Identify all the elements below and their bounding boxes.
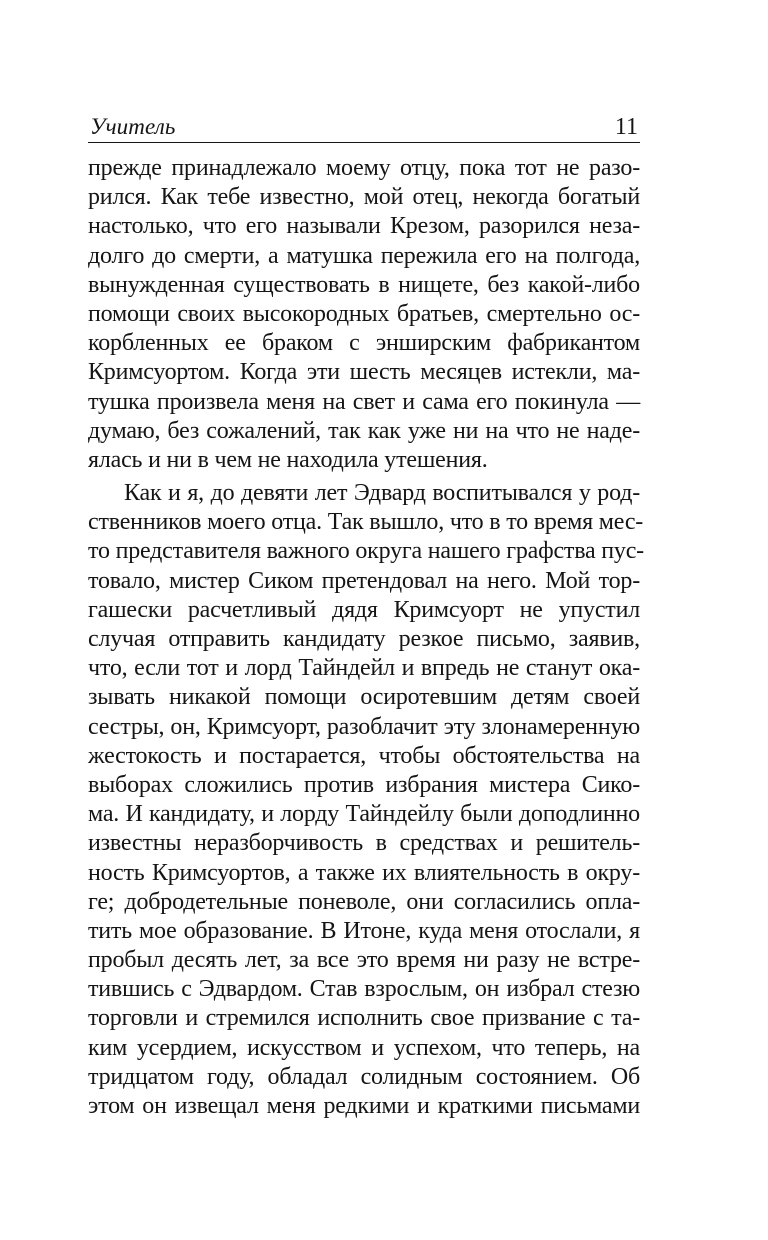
text-line: ялась и ни в чем не находила утешения.	[88, 446, 488, 473]
text-line: Как и я, до девяти лет Эдвард воспитывался у род-	[124, 480, 640, 507]
text-line: корбленных ее браком с энширским фабрикантом	[88, 330, 640, 357]
text-line: ность Кримсуортов, а также их влиятельность в окру-	[88, 859, 640, 886]
body-text	[88, 154, 644, 1121]
text-line: думаю, без сожалений, так как уже ни на что не наде-	[88, 417, 640, 444]
text-line: сестры, он, Кримсуорт, разоблачит эту злонамеренную	[88, 713, 640, 740]
text-line: гашески расчетливый дядя Кримсуорт не упустил	[88, 596, 640, 623]
text-line: этом он извещал меня редкими и краткими письмами	[88, 1093, 640, 1119]
text-line: известны неразборчивость в средствах и решитель-	[88, 830, 640, 857]
text-line: прежде принадлежало моему отцу, пока тот не разо-	[88, 155, 640, 181]
text-line: тить мое образование. В Итоне, куда меня отослали, я	[88, 917, 640, 944]
text-line: товало, мистер Сиком претендовал на него. Мой тор-	[88, 567, 640, 594]
paragraph-2	[88, 479, 644, 1121]
text-line: выборах сложились против избрания мистера Сико-	[88, 771, 640, 798]
text-line: ственников моего отца. Так вышло, что в то время мес-	[88, 509, 644, 536]
text-line: ма. И кандидату, и лорду Тайндейлу были доподлинно	[88, 801, 640, 828]
text-line: пробыл десять лет, за все это время ни разу не встре-	[88, 947, 640, 974]
paragraph-1	[88, 154, 640, 475]
text-line: рился. Как тебе известно, мой отец, некогда богатый	[88, 184, 640, 211]
book-page	[88, 112, 644, 1121]
text-line: что, если тот и лорд Тайндейл и впредь не станут ока-	[88, 655, 640, 682]
text-line: то представителя важного округа нашего графства пус-	[88, 538, 644, 565]
text-line: ге; добродетельные поневоле, они согласились опла-	[88, 888, 640, 915]
text-line: тридцатом году, обладал солидным состоянием. Об	[88, 1063, 640, 1090]
text-line: тушка произвела меня на свет и сама его покинула —	[88, 388, 640, 415]
running-title: Учитель	[90, 114, 176, 139]
text-line: случая отправить кандидату резкое письмо, заявив,	[88, 626, 640, 652]
text-line: Кримсуортом. Когда эти шесть месяцев истекли, ма-	[88, 359, 640, 386]
text-line: тившись с Эдвардом. Став взрослым, он избрал стезю	[88, 976, 640, 1003]
text-line: долго до смерти, а матушка пережила его на полгода,	[88, 242, 640, 269]
running-header	[88, 112, 640, 143]
text-line: торговли и стремился исполнить свое призвание с та-	[88, 1005, 640, 1032]
page-number: 11	[614, 114, 638, 140]
text-line: зывать никакой помощи осиротевшим детям своей	[88, 684, 640, 711]
text-line: ким усердием, искусством и успехом, что теперь, на	[88, 1034, 640, 1061]
text-line: вынужденная существовать в нищете, без какой-либо	[88, 271, 640, 298]
text-line: настолько, что его называли Крезом, разорился неза-	[88, 213, 640, 240]
text-line: помощи своих высокородных братьев, смертельно ос-	[88, 300, 640, 327]
text-line: жестокость и постарается, чтобы обстоятельства на	[88, 742, 640, 769]
